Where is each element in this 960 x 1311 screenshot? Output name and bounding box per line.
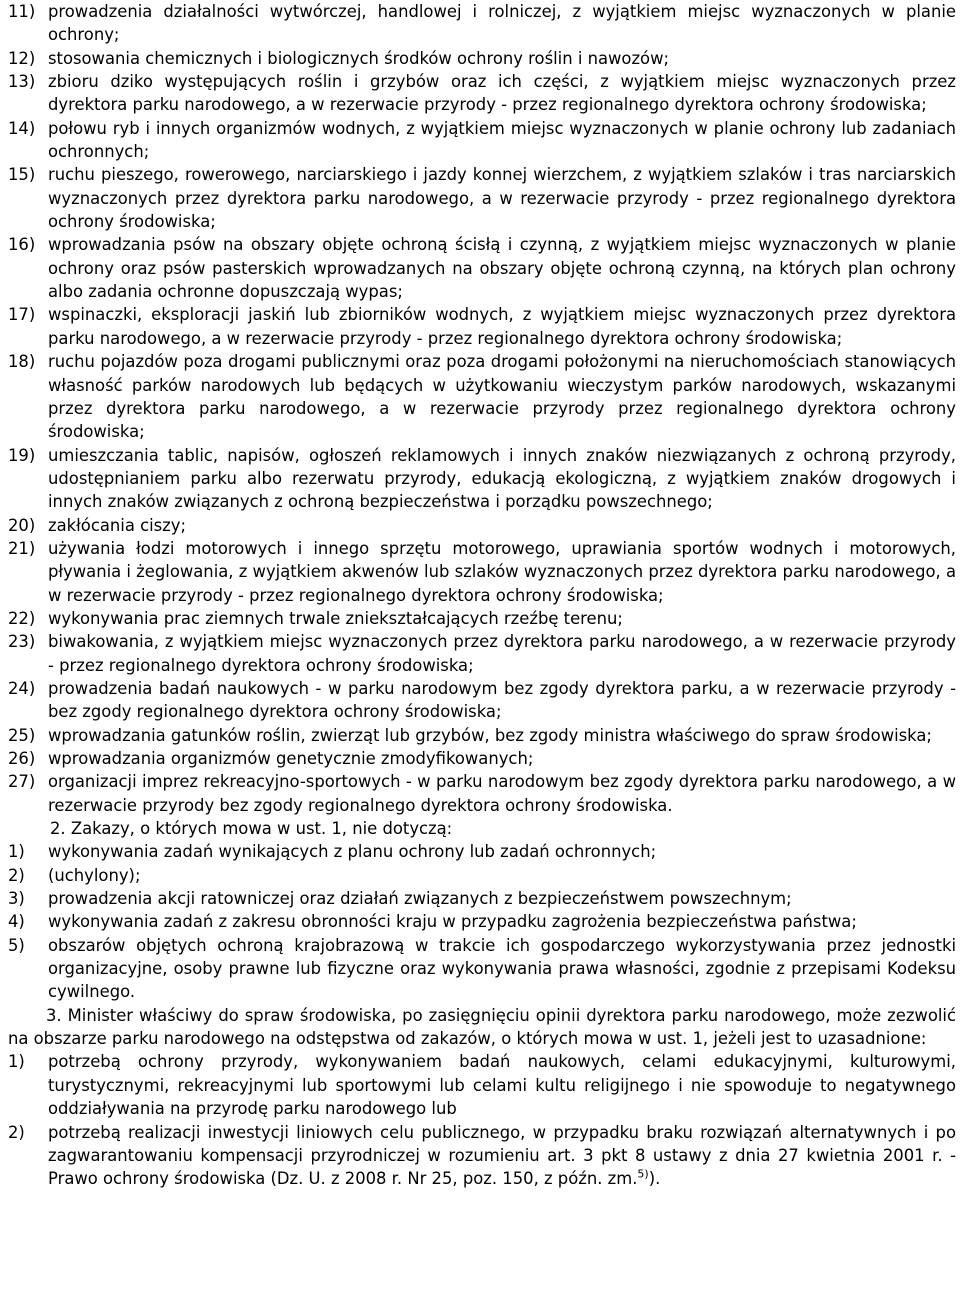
footnote-marker: 5)	[637, 1167, 649, 1181]
list-item	[4, 117, 956, 164]
item-number: 11)	[8, 2, 36, 21]
section-2-heading: 2. Zakazy, o których mowa w ust. 1, nie dotyczą:	[50, 819, 453, 839]
list-item	[4, 514, 956, 537]
item-number: 19)	[8, 445, 36, 465]
list-item	[4, 1050, 956, 1120]
item-text: obszarów objętych ochroną krajobrazową w trakcie ich gospodarczego wykorzystywania przez jednostki organizacyjne, osoby prawne lub fizyczne oraz wykonywania prawa własności, zgodnie z przepisami Kodeksu cywilnego.	[48, 935, 956, 1002]
item-number: 16)	[8, 235, 36, 255]
list-item	[4, 864, 956, 887]
item-text: ruchu pojazdów poza drogami publicznymi oraz poza drogami położonymi na nieruchomościach stanowiących własność parków narodowych lub będących w użytkowaniu wieczystym parków narodowych, wskazanymi przez dyrektora parku narodowego, a w rezerwacie przyrody przez regionalnego dyrektora ochrony środowiska;	[48, 352, 956, 442]
item-text: wprowadzania psów na obszary objęte ochroną ścisłą i czynną, z wyjątkiem miejsc wyznaczonych w planie ochrony oraz psów pasterskich wprowadzanych na obszary objęte ochroną czynną, na których plan ochrony albo zadania ochronne dopuszczają wypas;	[48, 235, 956, 302]
list-item	[4, 47, 956, 70]
item-number: 26)	[8, 749, 36, 768]
item-text: stosowania chemicznych i biologicznych środków ochrony roślin i nawozów;	[48, 48, 670, 68]
section-3-paragraph: 3. Minister właściwy do spraw środowiska, po zasięgnięciu opinii dyrektora parku narodowego, może zezwolić na obszarze parku narodowego na odstępstwa od zakazów, o których mowa w ust. 1, jeżeli jest to uzasadnione:	[8, 1005, 956, 1049]
list-item	[4, 840, 956, 863]
item-text: wspinaczki, eksploracji jaskiń lub zbiorników wodnych, z wyjątkiem miejsc wyznaczonych przez dyrektora parku narodowego, a w rezerwacie przyrody - przez regionalnego dyrektora ochrony środowiska;	[48, 305, 956, 348]
exemptions-list	[4, 840, 956, 1003]
list-item	[4, 303, 956, 350]
item-number: 5)	[8, 935, 25, 955]
item-number: 20)	[8, 515, 36, 535]
list-item	[4, 724, 956, 747]
list-item	[4, 70, 956, 117]
list-item	[4, 0, 956, 47]
item-text: wykonywania zadań z zakresu obronności kraju w przypadku zagrożenia bezpieczeństwa państwa;	[48, 912, 857, 932]
item-text: prowadzenia badań naukowych - w parku narodowym bez zgody dyrektora parku, a w rezerwacie przyrody - bez zgody regionalnego dyrektora ochrony środowiska;	[48, 678, 956, 722]
list-item	[4, 910, 956, 933]
list-item	[4, 770, 956, 817]
item-number: 14)	[8, 118, 36, 138]
item-text: zakłócania ciszy;	[48, 515, 187, 535]
item-text: prowadzenia akcji ratowniczej oraz działań związanych z bezpieczeństwem powszechnym;	[48, 889, 792, 909]
list-item	[4, 887, 956, 910]
item-text: biwakowania, z wyjątkiem miejsc wyznaczonych przez dyrektora parku narodowego, a w rezerwacie przyrody - przez regionalnego dyrektora ochrony środowiska;	[48, 632, 956, 675]
item-number: 13)	[8, 72, 36, 92]
item-text: (uchylony);	[48, 865, 141, 885]
list-item	[4, 630, 956, 677]
list-item	[4, 537, 956, 607]
item-text: wprowadzania organizmów genetycznie zmodyfikowanych;	[48, 749, 534, 768]
list-item	[4, 444, 956, 514]
list-item	[4, 1121, 956, 1191]
item-text: wykonywania prac ziemnych trwale zniekształcających rzeźbę terenu;	[48, 608, 623, 628]
item-number: 3)	[8, 889, 25, 909]
item-number: 18)	[8, 352, 36, 372]
list-item	[4, 934, 956, 1004]
list-item	[4, 607, 956, 630]
item-text: potrzebą ochrony przyrody, wykonywaniem badań naukowych, celami edukacyjnymi, kulturowymi, turystycznymi, rekreacyjnymi lub sportowymi lub celami kultu religijnego i nie spowoduje to negatywnego oddziaływania na przyrodę parku narodowego lub	[48, 1052, 956, 1119]
item-text: prowadzenia działalności wytwórczej, handlowej i rolniczej, z wyjątkiem miejsc wyznaczonych w planie ochrony;	[48, 2, 956, 45]
item-number: 2)	[8, 865, 25, 885]
item-number: 17)	[8, 305, 36, 325]
item-number: 23)	[8, 632, 36, 652]
list-item	[4, 677, 956, 724]
item-text: organizacji imprez rekreacyjno-sportowych - w parku narodowym bez zgody dyrektora parku narodowego, a w rezerwacie przyrody bez zgody regionalnego dyrektora ochrony środowiska.	[48, 772, 956, 815]
list-item	[4, 350, 956, 443]
item-text: ruchu pieszego, rowerowego, narciarskiego i jazdy konnej wierzchem, z wyjątkiem szlaków i tras narciarskich wyznaczonych przez dyrektora parku narodowego, a w rezerwacie przyrody - przez regionalnego dyrektora ochrony środowiska;	[48, 165, 956, 232]
derogation-grounds-list	[4, 1050, 956, 1190]
item-text: połowu ryb i innych organizmów wodnych, z wyjątkiem miejsc wyznaczonych w planie ochrony lub zadaniach ochronnych;	[48, 118, 956, 162]
item-number: 2)	[8, 1122, 25, 1142]
item-number: 15)	[8, 165, 36, 185]
item-number: 22)	[8, 608, 36, 628]
item-text: umieszczania tablic, napisów, ogłoszeń reklamowych i innych znaków niezwiązanych z ochroną przyrody, udostępnianiem parku albo rezerwatu przyrody, edukacją ekologiczną, z wyjątkiem znaków drogowych i innych znaków związanych z ochroną bezpieczeństwa i porządku powszechnego;	[48, 445, 956, 512]
item-text-tail: ).	[648, 1169, 661, 1189]
prohibitions-list	[4, 0, 956, 817]
list-item	[4, 233, 956, 303]
list-item	[4, 747, 956, 770]
item-number: 12)	[8, 48, 36, 68]
item-text: zbioru dziko występujących roślin i grzybów oraz ich części, z wyjątkiem miejsc wyznaczonych przez dyrektora parku narodowego, a w rezerwacie przyrody - przez regionalnego dyrektora ochrony środowiska;	[48, 72, 956, 115]
item-number: 25)	[8, 725, 36, 745]
item-number: 21)	[8, 538, 36, 558]
list-item	[4, 163, 956, 233]
item-text: wprowadzania gatunków roślin, zwierząt lub grzybów, bez zgody ministra właściwego do spraw środowiska;	[48, 725, 932, 745]
item-number: 24)	[8, 678, 36, 698]
item-text: wykonywania zadań wynikających z planu ochrony lub zadań ochronnych;	[48, 842, 657, 862]
item-text: używania łodzi motorowych i innego sprzętu motorowego, uprawiania sportów wodnych i motorowych, pływania i żeglowania, z wyjątkiem akwenów lub szlaków wyznaczonych przez dyrektora parku narodowego, a w rezerwacie przyrody - przez regionalnego dyrektora ochrony środowiska;	[48, 538, 956, 605]
item-number: 27)	[8, 772, 36, 792]
item-text: potrzebą realizacji inwestycji liniowych celu publicznego, w przypadku braku rozwiązań alternatywnych i po zagwarantowaniu kompensacji przyrodniczej w rozumieniu art. 3 pkt 8 ustawy z dnia 27 kwietnia 2001 r. - Prawo ochrony środowiska (Dz. U. z 2008 r. Nr 25, poz. 150, z późn. zm.	[48, 1122, 956, 1189]
item-number: 4)	[8, 912, 25, 932]
item-number: 1)	[8, 1052, 25, 1072]
item-number: 1)	[8, 842, 25, 862]
